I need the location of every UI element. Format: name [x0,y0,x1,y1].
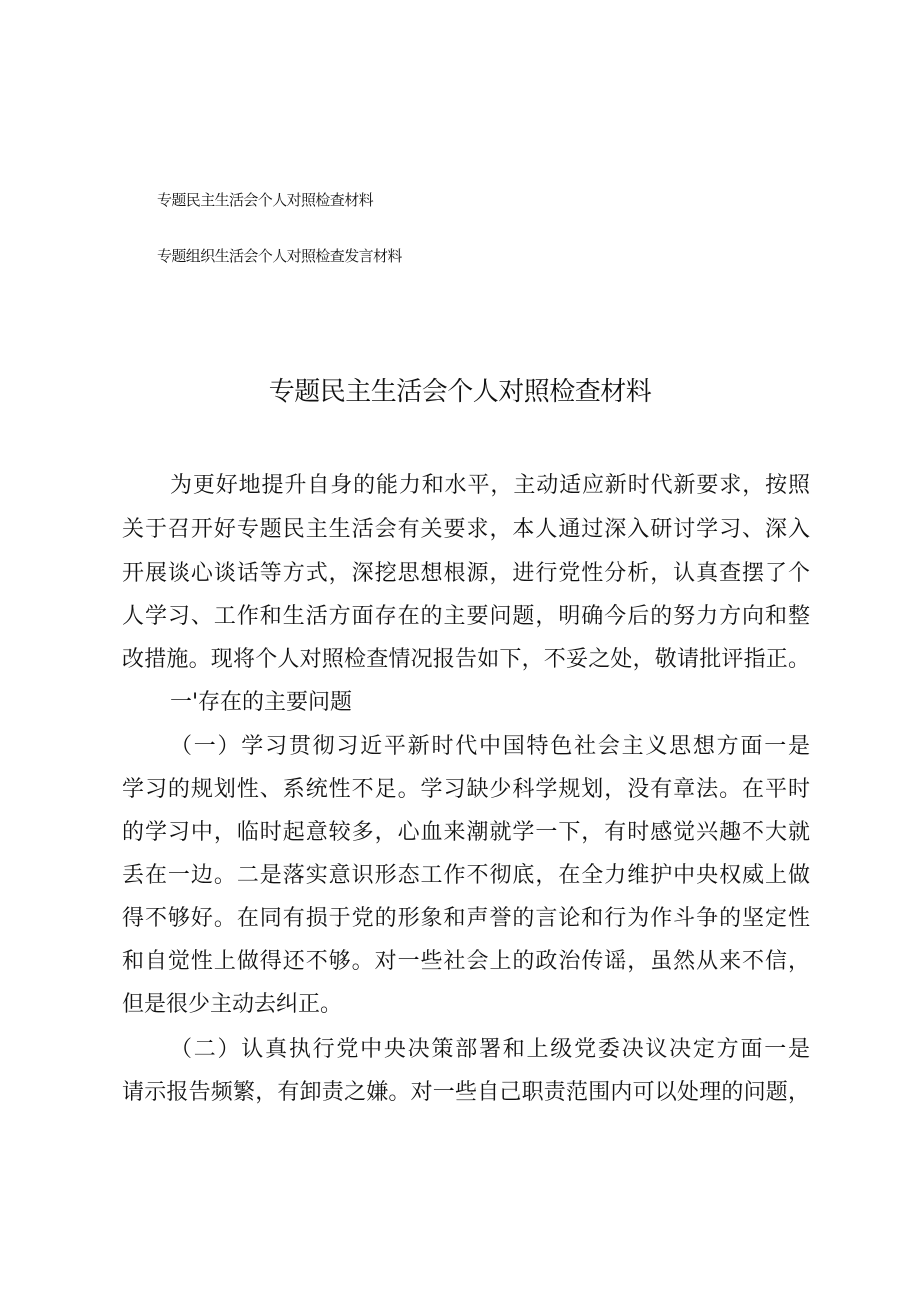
intro-line: 人学习、工作和生活方面存在的主要问题，明确今后的努力方向和整 [122,604,810,629]
point1-line: 和自觉性上做得还不够。对一些社会上的政治传谣，虽然从来不信， [122,949,810,974]
toc-item-1[interactable]: 专题民主生活会个人对照检查材料 [157,191,374,209]
point1-line: 学习的规划性、系统性不足。学习缺少科学规划，没有章法。在平时 [122,777,810,802]
intro-line: 为更好地提升自身的能力和水平，主动适应新时代新要求，按照 [170,473,810,498]
intro-line: 关于召开好专题民主生活会有关要求，本人通过深入研讨学习、深入 [122,517,810,542]
point1-line: 得不够好。在同有损于党的形象和声誉的言论和行为作斗争的坚定性 [122,906,810,931]
point2-line: 请示报告频繁，有卸责之嫌。对一些自己职责范围内可以处理的问题， [122,1080,810,1105]
section-heading: 一'存在的主要问题 [170,690,353,715]
point2-line: （二）认真执行党中央决策部署和上级党委决议决定方面一是 [170,1037,810,1062]
point1-line: （一）学习贯彻习近平新时代中国特色社会主义思想方面一是 [170,734,810,759]
toc-item-2[interactable]: 专题组织生活会个人对照检查发言材料 [157,247,402,265]
point1-line: 但是很少主动去纠正。 [122,992,343,1017]
intro-line: 改措施。现将个人对照检查情况报告如下，不妥之处，敬请批评指正。 [122,647,810,672]
point1-line: 丢在一边。二是落实意识形态工作不彻底，在全力维护中央权威上做 [122,863,810,888]
intro-line: 开展谈心谈话等方式，深挖思想根源，进行党性分析，认真查摆了个 [122,561,810,586]
document-title: 专题民主生活会个人对照检查材料 [268,377,652,407]
point1-line: 的学习中，临时起意较多，心血来潮就学一下，有时感觉兴趣不大就 [122,820,810,845]
